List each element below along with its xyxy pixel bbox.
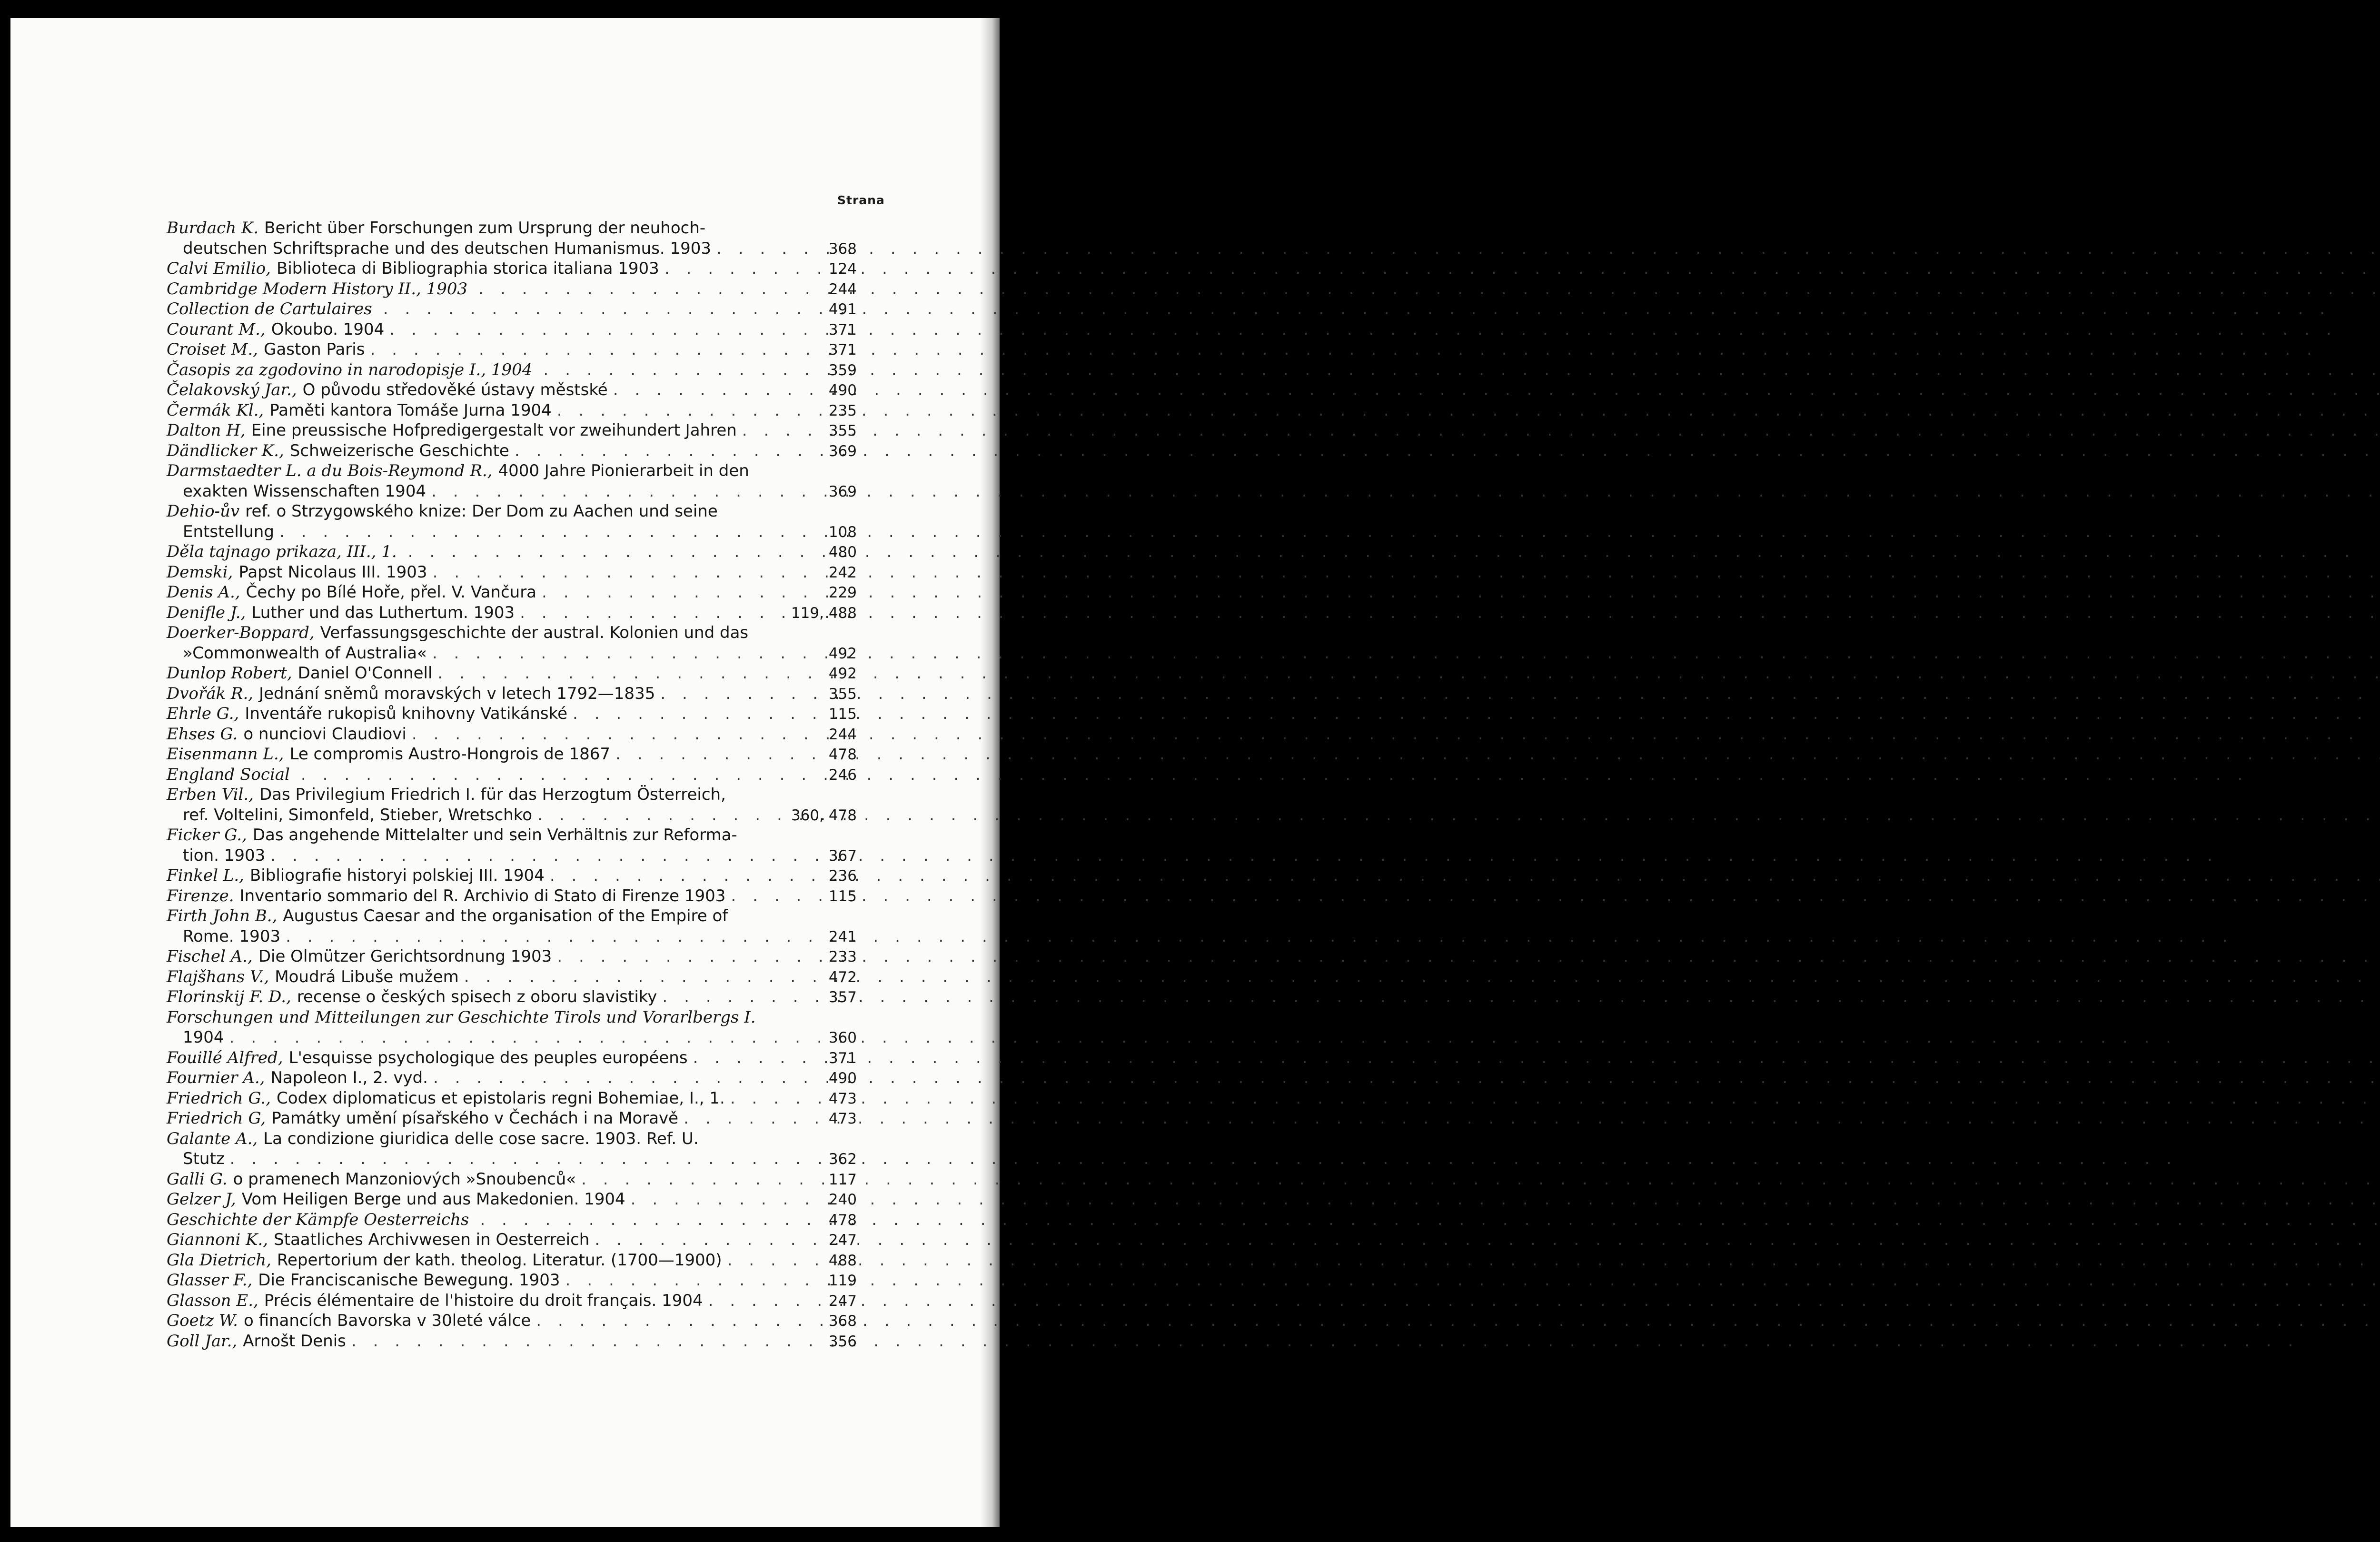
index-entry-title: o financích Bavorska v 30leté válce	[243, 1311, 531, 1330]
index-entry-title: Paměti kantora Tomáše Jurna 1904	[269, 400, 552, 420]
dot-leader	[729, 1089, 815, 1110]
index-entry-author: Burdach K.	[167, 219, 259, 238]
index-entry	[167, 1270, 857, 1291]
index-entry	[167, 582, 857, 603]
index-entry-line	[167, 603, 857, 623]
index-entry-line	[167, 1331, 857, 1352]
index-entry-page: 119	[828, 1272, 857, 1289]
index-entry-page: 488	[828, 1252, 857, 1269]
dot-leader	[593, 1231, 815, 1251]
index-entry-line	[167, 1108, 857, 1129]
index-entry-title: Le compromis Austro-Hongrois de 1867	[289, 745, 610, 764]
index-entry-page: 360	[828, 1029, 857, 1046]
index-entry-line	[167, 765, 857, 785]
index-entry	[167, 987, 857, 1007]
index-entry-line	[167, 886, 857, 906]
index-entry-title: Augustus Caesar and the organisation of the Empire of	[283, 906, 728, 925]
index-entry-author: Časopis za zgodovino in narodopisje I., 1904	[167, 360, 533, 379]
index-entry-author: Čelakovský Jar.,	[167, 380, 297, 399]
index-entry-page: 236	[828, 867, 857, 885]
index-entry-line	[167, 1291, 857, 1311]
index-entry-author: Fournier A.,	[167, 1068, 265, 1087]
dot-leader	[571, 705, 815, 725]
index-entry-line	[167, 259, 857, 279]
index-entry-author: Ehrle G.,	[167, 704, 239, 723]
index-entry-author: Giannoni K.,	[167, 1230, 268, 1249]
dot-leader	[368, 340, 815, 361]
index-entry-author: Firenze.	[167, 886, 234, 905]
index-entry-title: Précis élémentaire de l'histoire du droit français. 1904	[264, 1291, 703, 1310]
index-entry-line	[167, 380, 857, 400]
dot-leader	[228, 1150, 815, 1170]
index-entry-title: Památky umění písařského v Čechách i na Moravě	[271, 1109, 679, 1128]
dot-leader	[513, 442, 815, 462]
dot-leader	[614, 745, 815, 766]
dot-leader	[463, 968, 815, 988]
index-entry-title: deutschen Schriftsprache und des deutschen Humanismus. 1903	[183, 239, 712, 258]
index-entry	[167, 785, 857, 825]
index-entry-page: 115	[828, 887, 857, 905]
index-entry-author: Erben Vil.,	[167, 785, 254, 804]
index-entry-line	[167, 441, 857, 461]
index-entry-page: 490	[828, 382, 857, 399]
index-entry-page: 355	[828, 685, 857, 703]
index-entry-line	[167, 1250, 857, 1271]
index-entry-title: recense o českých spisech z oboru slavistiky	[297, 987, 657, 1006]
index-entry-line	[167, 946, 857, 967]
index-entry-author: Dunlop Robert,	[167, 664, 292, 683]
index-entry-line	[167, 562, 857, 583]
index-entry-title: Bibliografie historyi polskiej III. 1904	[249, 866, 545, 885]
index-entry	[167, 1331, 857, 1352]
index-entry-line	[167, 400, 857, 421]
index-entry-title: ref. Voltelini, Simonfeld, Stieber, Wretschko	[183, 805, 533, 825]
dot-leader	[269, 846, 815, 867]
index-entry-title: Jednání sněmů moravských v letech 1792—1835	[259, 684, 655, 703]
index-entry-page: 371	[828, 1049, 857, 1067]
index-entry	[167, 1108, 857, 1129]
dot-leader	[410, 725, 815, 746]
index-entry-page: 233	[828, 948, 857, 965]
index-entry-line	[167, 785, 857, 805]
index-entry-title: Entstellung	[183, 522, 274, 541]
index-entry-page: 492	[828, 645, 857, 662]
index-entry-author: Gla Dietrich,	[167, 1250, 271, 1270]
index-entry	[167, 724, 857, 745]
index-entry-line	[167, 744, 857, 765]
index-entry-author: Goetz W.	[167, 1311, 238, 1330]
index-entry-title: Inventáře rukopisů knihovny Vatikánské	[245, 704, 567, 723]
index-entry-line	[167, 684, 857, 704]
dot-leader	[478, 1211, 815, 1231]
index-entry-title: Verfassungsgeschichte der austral. Kolonien und das	[320, 623, 749, 642]
index-entry	[167, 946, 857, 967]
index-entry-line	[167, 987, 857, 1007]
index-entry-line	[167, 1230, 857, 1250]
index-entry-author: Glasser F.,	[167, 1271, 253, 1290]
index-entry	[167, 603, 857, 623]
index-entry-page: 124	[828, 260, 857, 278]
index-entry-page: 247	[828, 1232, 857, 1249]
index-entry-title: Codex diplomaticus et epistolaris regni Bohemiae, I., 1.	[277, 1088, 725, 1108]
index-entry-title: Repertorium der kath. theolog. Literatur. (1700—1900)	[277, 1250, 722, 1270]
index-entry-author: Fischel A.,	[167, 947, 253, 966]
index-entry	[167, 279, 857, 299]
index-entry-page: 368	[828, 240, 857, 258]
index-entry	[167, 1169, 857, 1190]
index-entry	[167, 319, 857, 340]
index-entry-page: 359	[828, 361, 857, 379]
dot-leader	[299, 766, 815, 786]
dot-leader	[436, 664, 815, 685]
index-entry	[167, 400, 857, 421]
index-entry-line	[167, 542, 857, 562]
dot-leader	[432, 1069, 815, 1089]
index-entry-author: Goll Jar.,	[167, 1331, 238, 1351]
dot-leader	[431, 644, 815, 665]
index-entry	[167, 663, 857, 684]
index-entry-title: o nunciovi Claudiovi	[243, 724, 407, 744]
dot-leader	[629, 1190, 815, 1211]
index-entry-line	[167, 1007, 857, 1028]
index-entry-page: 108	[828, 523, 857, 541]
index-entry-author: Galli G.	[167, 1169, 228, 1189]
index-entry-author: Dehio-ův	[167, 502, 240, 521]
index-entry-title: Okoubo. 1904	[271, 319, 385, 339]
index-entry-author: Collection de Cartulaires	[167, 299, 372, 318]
index-entry-title: ref. o Strzygowského knize: Der Dom zu Aachen und seine	[245, 502, 718, 521]
dot-leader	[663, 259, 815, 280]
dot-leader	[715, 239, 815, 260]
index-entry-author: Forschungen und Mitteilungen zur Geschichte Tirols und Vorarlbergs I.	[167, 1007, 756, 1027]
index-entry-page: 235	[828, 402, 857, 419]
index-entry-page: 356	[828, 1333, 857, 1350]
index-entry-author: Glasson E.,	[167, 1291, 258, 1310]
dot-leader	[284, 927, 815, 948]
dot-leader	[692, 1049, 815, 1069]
index-entry	[167, 339, 857, 360]
index-entry-title: Moudrá Libuše mužem	[275, 967, 459, 986]
index-entry-page: 244	[828, 280, 857, 298]
index-entry	[167, 866, 857, 886]
index-entry	[167, 1291, 857, 1311]
index-entry	[167, 360, 857, 380]
dot-leader	[741, 421, 815, 442]
index-entry-title: 1904	[183, 1028, 224, 1047]
index-entry-author: Doerker-Boppard,	[167, 623, 315, 642]
index-entry-title: L'esquisse psychologique des peuples européens	[288, 1048, 688, 1067]
index-entry-author: Dändlicker K.,	[167, 441, 284, 460]
dot-leader	[580, 1170, 815, 1191]
index-entry-page: 490	[828, 1070, 857, 1087]
index-entry	[167, 1250, 857, 1271]
index-entry-title: tion. 1903	[183, 846, 266, 865]
index-entry-line	[167, 420, 857, 441]
index-entry-author: Denifle J.,	[167, 603, 246, 622]
index-entry-title: Die Franciscanische Bewegung. 1903	[258, 1271, 560, 1290]
index-entry-list	[167, 218, 857, 1351]
index-entry-page: 478	[828, 746, 857, 763]
index-entry-author: Demski,	[167, 562, 233, 582]
index-entry-line	[167, 339, 857, 360]
index-entry-page: 368	[828, 1313, 857, 1330]
index-entry-author: Denis A.,	[167, 583, 240, 602]
index-entry-page: 472	[828, 968, 857, 986]
index-entry-line	[167, 1311, 857, 1331]
index-entry	[167, 380, 857, 400]
index-entry-author: England Social	[167, 765, 290, 784]
index-entry-line	[167, 643, 857, 664]
index-entry-author: Friedrich G.,	[167, 1088, 271, 1108]
index-entry	[167, 1088, 857, 1109]
index-entry-page: 119, 488	[791, 604, 857, 622]
index-entry-page: 240	[828, 1191, 857, 1208]
index-entry-page: 241	[828, 928, 857, 945]
index-entry-title: La condizione giuridica delle cose sacre. 1903. Ref. U.	[263, 1129, 699, 1148]
index-entry-title: Papst Nicolaus III. 1903	[238, 562, 427, 582]
index-entry-line	[167, 319, 857, 340]
index-entry-author: Friedrich G,	[167, 1109, 266, 1128]
index-entry-page: 371	[828, 321, 857, 338]
dot-leader	[542, 361, 815, 381]
index-entry-line	[167, 1129, 857, 1149]
dot-leader	[612, 381, 815, 401]
index-entry-page: 362	[828, 1151, 857, 1168]
index-entry-page: 369	[828, 442, 857, 460]
dot-leader	[430, 482, 815, 503]
index-entry-title: O původu středověké ústavy městské	[302, 380, 608, 399]
dot-leader	[477, 280, 815, 300]
index-entry-line	[167, 299, 857, 319]
dot-leader	[536, 806, 787, 826]
index-entry	[167, 420, 857, 441]
index-entry-line	[167, 1068, 857, 1088]
index-entry-title: Napoleon I., 2. vyd.	[270, 1068, 428, 1087]
dot-leader	[540, 583, 815, 604]
index-entry-page: 478	[828, 1211, 857, 1229]
index-entry-author: Dalton H,	[167, 421, 246, 440]
index-entry-title: Gaston Paris	[264, 340, 365, 359]
dot-leader	[661, 988, 815, 1008]
index-entry-line	[167, 522, 857, 542]
index-entry-author: Děla tajnago prikaza, III., 1.	[167, 542, 397, 561]
index-entry	[167, 461, 857, 501]
dot-leader	[535, 1312, 815, 1332]
dot-leader	[729, 887, 815, 907]
index-entry	[167, 1311, 857, 1331]
index-entry-author: Flajšhans V.,	[167, 967, 269, 986]
index-entry-page: 480	[828, 544, 857, 561]
index-entry-title: Das Privilegium Friedrich I. für das Herzogtum Österreich,	[259, 785, 726, 804]
index-entry	[167, 1189, 857, 1210]
page-column-header: Strana	[837, 193, 885, 207]
dot-leader	[228, 1028, 815, 1049]
index-entry	[167, 1068, 857, 1088]
index-page	[10, 18, 1000, 1527]
dot-leader	[518, 604, 787, 624]
index-entry-title: Eine preussische Hofpredigergestalt vor zweihundert Jahren	[251, 421, 737, 440]
index-entry-author: Gelzer J,	[167, 1190, 236, 1209]
index-entry-author: Firth John B.,	[167, 906, 278, 925]
dot-leader	[555, 401, 815, 422]
index-entry-title: »Commonwealth of Australia«	[183, 643, 427, 663]
index-entry	[167, 1129, 857, 1169]
index-entry-author: Finkel L.,	[167, 866, 244, 885]
dot-leader	[382, 300, 815, 320]
index-entry-title: exakten Wissenschaften 1904	[183, 481, 426, 501]
index-entry-title: Daniel O'Connell	[298, 664, 433, 683]
index-entry-page: 491	[828, 301, 857, 318]
index-entry-author: Calvi Emilio,	[167, 259, 271, 278]
index-entry-page: 473	[828, 1110, 857, 1127]
dot-leader	[707, 1292, 815, 1312]
index-entry-line	[167, 279, 857, 299]
index-entry	[167, 967, 857, 987]
index-entry	[167, 441, 857, 461]
index-entry-line	[167, 360, 857, 380]
index-entry-page: 244	[828, 726, 857, 743]
index-entry-page: 247	[828, 1292, 857, 1310]
index-entry-page: 229	[828, 584, 857, 601]
index-entry-author: Croiset M.,	[167, 340, 258, 359]
index-entry	[167, 765, 857, 785]
index-entry-line	[167, 481, 857, 502]
index-entry-page: 357	[828, 989, 857, 1006]
index-entry-line	[167, 1270, 857, 1291]
index-entry	[167, 1007, 857, 1048]
index-entry-title: Čechy po Bílé Hoře, přel. V. Vančura	[246, 583, 537, 602]
index-entry-line	[167, 501, 857, 522]
index-entry-page: 246	[828, 766, 857, 784]
index-entry-author: Dvořák R.,	[167, 684, 254, 703]
dot-leader	[388, 320, 815, 341]
index-entry	[167, 1230, 857, 1250]
index-entry-line	[167, 866, 857, 886]
index-entry-line	[167, 906, 857, 926]
dot-leader	[555, 947, 815, 968]
index-entry-author: Fouillé Alfred,	[167, 1048, 283, 1067]
dot-leader	[548, 866, 815, 887]
index-entry-author: Cambridge Modern History II., 1903	[167, 279, 468, 298]
index-entry-author: Darmstaedter L. a du Bois-Reymond R.,	[167, 461, 493, 480]
index-entry-line	[167, 239, 857, 259]
dot-leader	[431, 563, 815, 584]
index-entry-title: Schweizerische Geschichte	[289, 441, 509, 460]
index-entry-line	[167, 1149, 857, 1169]
index-entry-author: Florinskij F. D.,	[167, 987, 291, 1006]
index-entry	[167, 562, 857, 583]
index-entry-line	[167, 846, 857, 866]
index-entry-line	[167, 805, 857, 826]
index-entry	[167, 1210, 857, 1230]
index-entry-line	[167, 926, 857, 947]
index-entry	[167, 542, 857, 562]
index-entry-line	[167, 1048, 857, 1068]
index-entry-title: Stutz	[183, 1149, 225, 1168]
index-entry-title: Die Olmützer Gerichtsordnung 1903	[258, 947, 552, 966]
index-entry-page: 242	[828, 564, 857, 581]
dot-leader	[278, 523, 815, 543]
index-entry-line	[167, 582, 857, 603]
index-entry-line	[167, 218, 857, 239]
index-entry-line	[167, 623, 857, 643]
index-entry-author: Courant M.,	[167, 319, 266, 339]
index-entry	[167, 1048, 857, 1068]
index-entry-author: Eisenmann L.,	[167, 745, 284, 764]
index-entry	[167, 825, 857, 866]
index-entry-title: Das angehende Mittelalter und sein Verhältnis zur Reforma-	[252, 826, 737, 845]
index-entry-line	[167, 724, 857, 745]
index-entry	[167, 704, 857, 724]
index-entry-author: Geschichte der Kämpfe Oesterreichs	[167, 1210, 469, 1229]
index-entry-line	[167, 704, 857, 724]
index-entry	[167, 684, 857, 704]
dot-leader	[682, 1109, 815, 1130]
index-entry-page: 473	[828, 1090, 857, 1107]
index-entry-line	[167, 1169, 857, 1190]
index-entry-line	[167, 461, 857, 481]
dot-leader	[726, 1251, 815, 1272]
index-entry-title: Staatliches Archivwesen in Oesterreich	[274, 1230, 590, 1249]
index-entry	[167, 906, 857, 946]
index-entry-line	[167, 825, 857, 846]
index-entry-page: 360, 478	[791, 806, 857, 824]
index-entry-page: 371	[828, 341, 857, 358]
index-entry-title: Biblioteca di Bibliographia storica italiana 1903	[277, 259, 659, 278]
index-entry-title: o pramenech Manzoniových »Snoubenců«	[233, 1169, 576, 1189]
index-entry-page: 369	[828, 483, 857, 500]
index-entry-author: Ficker G.,	[167, 826, 247, 845]
index-entry	[167, 744, 857, 765]
index-entry-line	[167, 663, 857, 684]
index-entry-author: Čermák Kl.,	[167, 400, 264, 420]
dot-leader	[564, 1271, 815, 1292]
index-entry-page: 355	[828, 422, 857, 439]
index-entry-title: Bericht über Forschungen zum Ursprung der neuhoch-	[264, 219, 706, 238]
index-entry-line	[167, 1189, 857, 1210]
index-entry	[167, 886, 857, 906]
index-entry-author: Ehses G.	[167, 724, 238, 744]
dot-leader	[350, 1332, 815, 1353]
index-entry-page: 115	[828, 706, 857, 723]
dot-leader	[407, 543, 815, 563]
index-entry-title: Luther und das Luthertum. 1903	[251, 603, 515, 622]
index-entry-title: 4000 Jahre Pionierarbeit in den	[498, 461, 749, 480]
index-entry-author: Galante A.,	[167, 1129, 258, 1148]
dot-leader	[659, 685, 815, 705]
index-entry-page: 492	[828, 665, 857, 682]
index-entry	[167, 623, 857, 663]
index-entry	[167, 501, 857, 542]
index-entry-line	[167, 1088, 857, 1109]
index-entry-line	[167, 1027, 857, 1048]
index-entry-page: 367	[828, 847, 857, 865]
index-entry-title: Inventario sommario del R. Archivio di Stato di Firenze 1903	[239, 886, 726, 905]
index-entry-page: 117	[828, 1171, 857, 1188]
index-entry-line	[167, 967, 857, 987]
index-entry-title: Rome. 1903	[183, 926, 281, 946]
index-entry-line	[167, 1210, 857, 1230]
index-entry-title: Vom Heiligen Berge und aus Makedonien. 1904	[241, 1190, 625, 1209]
index-entry-title: Arnošt Denis	[243, 1331, 346, 1351]
index-entry	[167, 299, 857, 319]
index-entry	[167, 259, 857, 279]
index-entry	[167, 218, 857, 259]
